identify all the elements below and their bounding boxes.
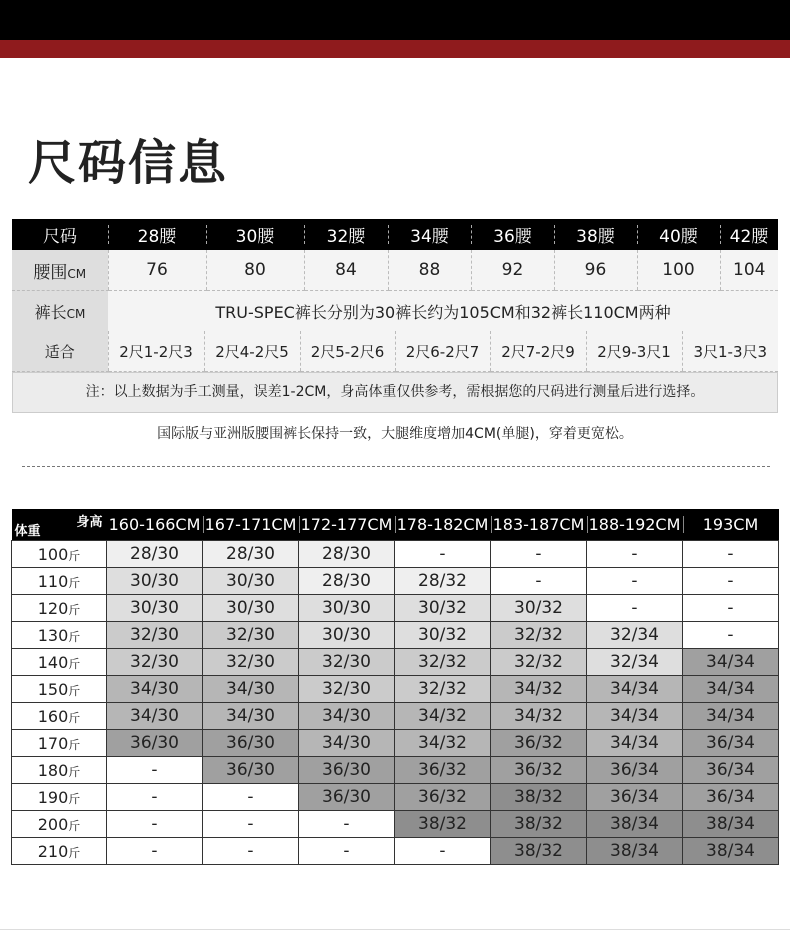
size-recommendation-cell: 36/34 <box>683 730 779 757</box>
weight-label: 160斤 <box>12 703 107 730</box>
size-recommendation-cell: - <box>203 811 299 838</box>
size-col-30: 30腰 <box>206 219 304 250</box>
size-recommendation-cell: 38/32 <box>395 811 491 838</box>
weight-row <box>12 757 779 784</box>
weight-axis-label: 体重 <box>14 524 41 539</box>
size-recommendation-cell: - <box>491 541 587 568</box>
rec-header-row <box>12 509 779 541</box>
size-recommendation-cell: 36/30 <box>203 730 299 757</box>
fit-table <box>12 331 778 372</box>
size-recommendation-cell: 28/30 <box>107 541 203 568</box>
height-col: 172-177CM <box>299 509 395 541</box>
size-recommendation-cell: 32/34 <box>587 649 683 676</box>
size-recommendation-cell: 34/32 <box>491 676 587 703</box>
fit-value: 2尺9-3尺1 <box>586 331 682 372</box>
size-recommendation-cell: 36/30 <box>107 730 203 757</box>
size-col-40: 40腰 <box>637 219 720 250</box>
length-text: TRU-SPEC裤长分别为30裤长约为105CM和32裤长110CM两种 <box>108 291 778 332</box>
weight-row <box>12 838 779 865</box>
size-recommendation-cell: - <box>587 595 683 622</box>
size-recommendation-cell: - <box>107 757 203 784</box>
waist-value: 84 <box>304 250 388 291</box>
fit-value: 2尺6-2尺7 <box>395 331 490 372</box>
size-recommendation-cell: 36/32 <box>491 730 587 757</box>
waist-value: 76 <box>108 250 206 291</box>
size-recommendation-cell: 36/34 <box>587 784 683 811</box>
top-red-bar <box>0 40 790 58</box>
size-recommendation-cell: 30/30 <box>299 622 395 649</box>
size-recommendation-cell: 34/32 <box>491 703 587 730</box>
size-header-row <box>12 219 778 250</box>
weight-row <box>12 784 779 811</box>
fit-row <box>12 331 778 372</box>
waist-label: 腰围CM <box>12 250 108 291</box>
size-recommendation-cell: 32/30 <box>107 649 203 676</box>
size-col-42: 42腰 <box>720 219 778 250</box>
recommendation-table <box>11 509 779 865</box>
waist-value: 96 <box>554 250 637 291</box>
size-recommendation-cell: 34/34 <box>587 676 683 703</box>
size-recommendation-cell: 30/30 <box>299 595 395 622</box>
weight-label: 190斤 <box>12 784 107 811</box>
waist-value: 88 <box>388 250 471 291</box>
waist-row <box>12 250 778 291</box>
weight-label: 180斤 <box>12 757 107 784</box>
length-label: 裤长CM <box>12 291 108 332</box>
length-row <box>12 291 778 332</box>
top-black-bar <box>0 0 790 40</box>
size-recommendation-cell: 32/30 <box>203 622 299 649</box>
weight-label: 130斤 <box>12 622 107 649</box>
size-recommendation-cell: 34/32 <box>395 703 491 730</box>
size-recommendation-cell: 36/34 <box>683 757 779 784</box>
fit-value: 2尺1-2尺3 <box>108 331 204 372</box>
height-col: 193CM <box>683 509 779 541</box>
fit-value: 2尺7-2尺9 <box>490 331 586 372</box>
size-recommendation-cell: 34/30 <box>107 676 203 703</box>
height-col: 178-182CM <box>395 509 491 541</box>
size-recommendation-cell: 36/34 <box>587 757 683 784</box>
weight-label: 210斤 <box>12 838 107 865</box>
weight-label: 120斤 <box>12 595 107 622</box>
size-recommendation-cell: - <box>683 541 779 568</box>
version-note: 国际版与亚洲版腰围裤长保持一致，大腿维度增加4CM(单腿)，穿着更宽松。 <box>157 426 633 442</box>
size-recommendation-cell: 28/30 <box>203 541 299 568</box>
size-recommendation-cell: 28/30 <box>299 541 395 568</box>
size-recommendation-cell: 36/34 <box>683 784 779 811</box>
size-recommendation-cell: 28/32 <box>395 568 491 595</box>
size-recommendation-cell: - <box>107 838 203 865</box>
size-recommendation-cell: 30/32 <box>395 622 491 649</box>
size-recommendation-cell: 34/30 <box>107 703 203 730</box>
rec-body <box>12 541 779 865</box>
height-col: 167-171CM <box>203 509 299 541</box>
size-recommendation-cell: - <box>203 838 299 865</box>
size-recommendation-cell: 36/30 <box>203 757 299 784</box>
weight-row <box>12 568 779 595</box>
size-recommendation-cell: 32/32 <box>395 676 491 703</box>
size-recommendation-cell: 32/32 <box>491 649 587 676</box>
size-recommendation-cell: 34/34 <box>683 649 779 676</box>
size-recommendation-cell: 30/30 <box>203 568 299 595</box>
size-recommendation-cell: 30/30 <box>203 595 299 622</box>
size-recommendation-cell: 38/34 <box>587 811 683 838</box>
measurement-note: 注：以上数据为手工测量，误差1-2CM，身高体重仅供参考，需根据您的尺码进行测量后进行选择。 <box>12 372 778 413</box>
size-recommendation-cell: 38/32 <box>491 811 587 838</box>
size-col-38: 38腰 <box>554 219 637 250</box>
weight-label: 170斤 <box>12 730 107 757</box>
size-recommendation-cell: 32/30 <box>107 622 203 649</box>
size-recommendation-cell: 32/30 <box>203 649 299 676</box>
size-recommendation-cell: - <box>107 784 203 811</box>
size-recommendation-cell: 34/34 <box>587 703 683 730</box>
dashed-divider <box>22 466 770 467</box>
size-recommendation-cell: 34/30 <box>299 730 395 757</box>
size-col-34: 34腰 <box>388 219 471 250</box>
size-recommendation-cell: 30/30 <box>107 595 203 622</box>
size-recommendation-cell: 38/34 <box>683 811 779 838</box>
weight-row <box>12 730 779 757</box>
size-recommendation-cell: 34/30 <box>203 703 299 730</box>
size-recommendation-cell: 38/32 <box>491 838 587 865</box>
weight-row <box>12 703 779 730</box>
size-table <box>12 219 778 332</box>
size-recommendation-cell: 36/32 <box>395 784 491 811</box>
size-recommendation-cell: 36/32 <box>395 757 491 784</box>
weight-label: 100斤 <box>12 541 107 568</box>
size-recommendation-cell: - <box>587 568 683 595</box>
size-recommendation-cell: 34/34 <box>683 703 779 730</box>
size-recommendation-cell: - <box>683 568 779 595</box>
size-recommendation-cell: 34/34 <box>587 730 683 757</box>
size-recommendation-cell: 30/32 <box>395 595 491 622</box>
weight-label: 110斤 <box>12 568 107 595</box>
size-recommendation-cell: - <box>683 622 779 649</box>
height-col: 160-166CM <box>107 509 203 541</box>
waist-value: 104 <box>720 250 778 291</box>
weight-row <box>12 622 779 649</box>
size-recommendation-cell: 36/32 <box>491 757 587 784</box>
size-recommendation-cell: 38/34 <box>683 838 779 865</box>
fit-label: 适合 <box>12 331 108 372</box>
size-recommendation-cell: 36/30 <box>299 757 395 784</box>
size-recommendation-cell: - <box>587 541 683 568</box>
height-col: 183-187CM <box>491 509 587 541</box>
fit-value: 2尺5-2尺6 <box>300 331 395 372</box>
fit-value: 2尺4-2尺5 <box>204 331 300 372</box>
weight-row <box>12 676 779 703</box>
size-recommendation-cell: - <box>491 568 587 595</box>
size-recommendation-cell: - <box>299 838 395 865</box>
corner-cell <box>12 509 107 541</box>
size-recommendation-cell: 34/30 <box>299 703 395 730</box>
size-col-32: 32腰 <box>304 219 388 250</box>
size-recommendation-cell: 30/30 <box>107 568 203 595</box>
waist-value: 80 <box>206 250 304 291</box>
size-recommendation-cell: 32/30 <box>299 649 395 676</box>
height-col: 188-192CM <box>587 509 683 541</box>
bottom-line <box>0 929 790 930</box>
size-recommendation-cell: 38/34 <box>587 838 683 865</box>
size-col-28: 28腰 <box>108 219 206 250</box>
weight-label: 150斤 <box>12 676 107 703</box>
size-recommendation-cell: 32/30 <box>299 676 395 703</box>
height-axis-label: 身高 <box>76 515 103 530</box>
size-recommendation-cell: - <box>203 784 299 811</box>
weight-row <box>12 649 779 676</box>
page-title: 尺码信息 <box>28 135 229 191</box>
size-header-label: 尺码 <box>12 219 108 250</box>
size-recommendation-cell: 34/32 <box>395 730 491 757</box>
size-recommendation-cell: 32/32 <box>491 622 587 649</box>
size-col-36: 36腰 <box>471 219 554 250</box>
size-recommendation-cell: - <box>107 811 203 838</box>
waist-value: 92 <box>471 250 554 291</box>
size-recommendation-cell: 32/34 <box>587 622 683 649</box>
weight-label: 140斤 <box>12 649 107 676</box>
size-recommendation-cell: 32/32 <box>395 649 491 676</box>
size-recommendation-cell: 30/32 <box>491 595 587 622</box>
weight-label: 200斤 <box>12 811 107 838</box>
weight-row <box>12 541 779 568</box>
weight-row <box>12 595 779 622</box>
fit-value: 3尺1-3尺3 <box>682 331 778 372</box>
size-recommendation-cell: - <box>395 541 491 568</box>
size-recommendation-cell: 36/30 <box>299 784 395 811</box>
size-recommendation-cell: 34/30 <box>203 676 299 703</box>
size-recommendation-cell: 28/30 <box>299 568 395 595</box>
size-recommendation-cell: 34/34 <box>683 676 779 703</box>
size-recommendation-cell: 38/32 <box>491 784 587 811</box>
size-recommendation-cell: - <box>683 595 779 622</box>
size-recommendation-cell: - <box>395 838 491 865</box>
size-recommendation-cell: - <box>299 811 395 838</box>
waist-value: 100 <box>637 250 720 291</box>
weight-row <box>12 811 779 838</box>
